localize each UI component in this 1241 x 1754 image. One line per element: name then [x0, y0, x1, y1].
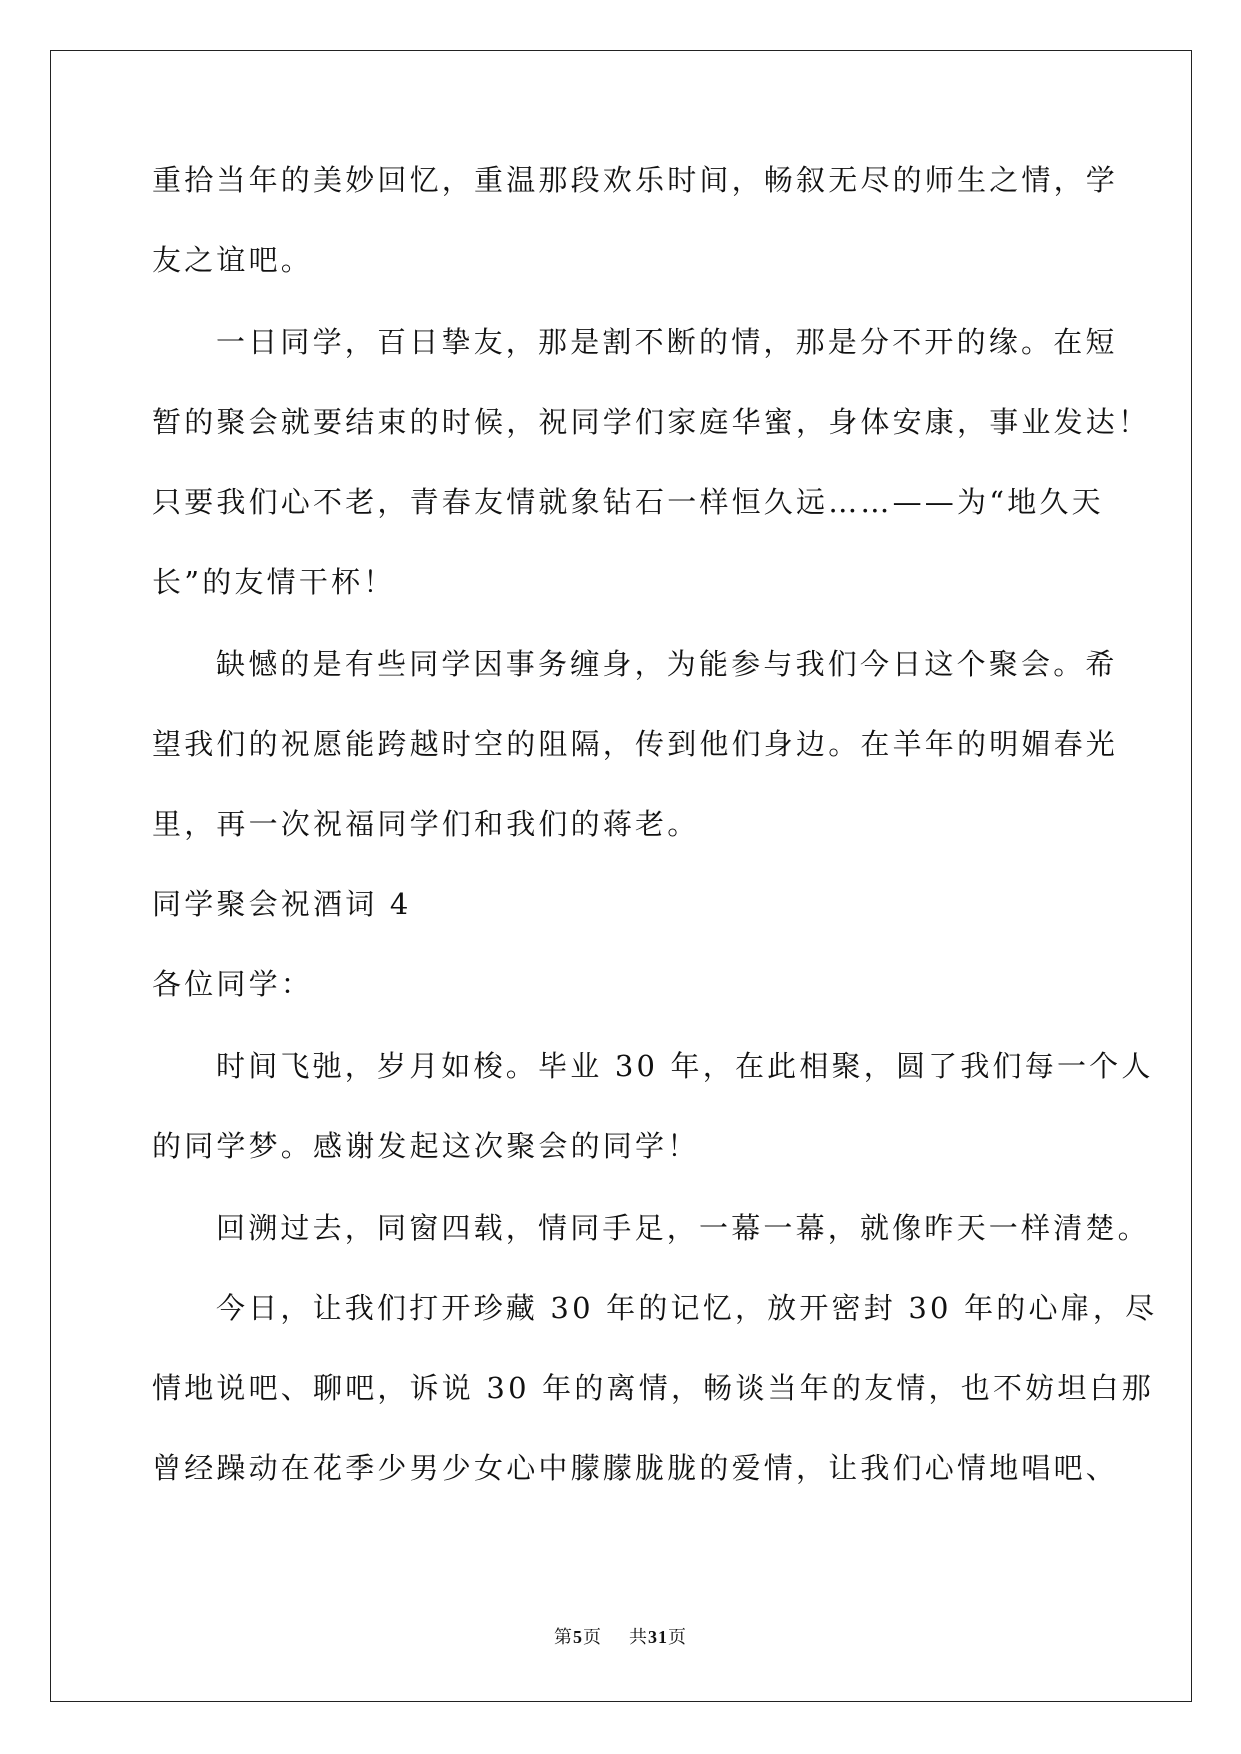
page-prefix: 第 [554, 1627, 574, 1648]
paragraph-line: 时间飞弛，岁月如梭。毕业 30 年，在此相聚，圆了我们每一个人 [216, 1049, 1154, 1083]
paragraph-line: 一日同学，百日挚友，那是割不断的情，那是分不开的缘。在短 [216, 325, 1118, 359]
paragraph-line: 重拾当年的美妙回忆，重温那段欢乐时间，畅叙无尽的师生之情，学 [152, 163, 1119, 197]
salutation: 各位同学： [152, 967, 314, 1001]
total-pages: 31 [647, 1627, 668, 1647]
paragraph-line: 里，再一次祝福同学们和我们的蒋老。 [152, 807, 700, 841]
page-suffix: 页 [583, 1627, 603, 1648]
paragraph-line: 暂的聚会就要结束的时候，祝同学们家庭华蜜，身体安康，事业发达！ [152, 405, 1151, 439]
paragraph-line: 缺憾的是有些同学因事务缠身，为能参与我们今日这个聚会。希 [216, 647, 1118, 681]
paragraph-line: 的同学梦。感谢发起这次聚会的同学！ [152, 1129, 700, 1163]
paragraph-line: 曾经躁动在花季少男少女心中朦朦胧胧的爱情，让我们心情地唱吧、 [152, 1451, 1119, 1485]
paragraph-line: 回溯过去，同窗四载，情同手足，一幕一幕，就像昨天一样清楚。 [216, 1211, 1150, 1245]
page-footer [0, 1625, 1241, 1650]
paragraph-line: 望我们的祝愿能跨越时空的阻隔，传到他们身边。在羊年的明媚春光 [152, 727, 1119, 761]
paragraph-line: 情地说吧、聊吧，诉说 30 年的离情，畅谈当年的友情，也不妨坦白那 [152, 1371, 1154, 1405]
paragraph-line: 友之谊吧。 [152, 243, 314, 277]
paragraph-line: 长”的友情干杯！ [152, 565, 396, 599]
total-prefix: 共 [628, 1627, 648, 1648]
section-heading: 同学聚会祝酒词 4 [152, 887, 412, 921]
total-suffix: 页 [667, 1627, 687, 1648]
paragraph-line: 今日，让我们打开珍藏 30 年的记忆，放开密封 30 年的心扉，尽 [216, 1291, 1158, 1325]
paragraph-line: 只要我们心不老，青春友情就象钻石一样恒久远……——为“地久天 [152, 485, 1104, 519]
page-number: 5 [573, 1627, 584, 1647]
